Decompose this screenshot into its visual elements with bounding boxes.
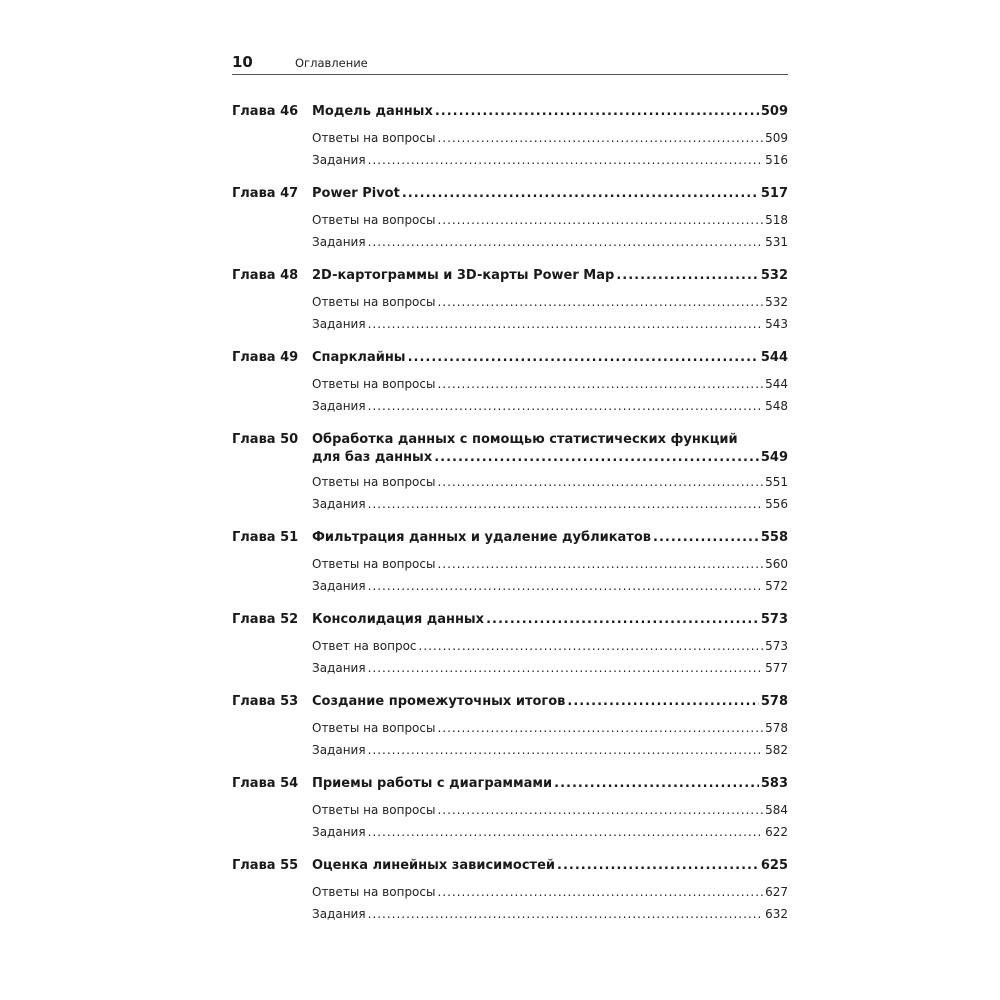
section-line <box>312 497 788 511</box>
section-title: Ответы на вопросы <box>312 213 436 227</box>
chapter-title-line <box>312 858 788 873</box>
dot-leader <box>437 475 763 489</box>
chapter-title: Спарклайны <box>312 350 406 365</box>
chapter-title-block <box>312 186 788 201</box>
section-page-number: 622 <box>765 825 788 839</box>
section-line <box>312 803 788 817</box>
chapter-page-number: 583 <box>760 776 788 791</box>
section-line <box>312 907 788 921</box>
section-title: Ответы на вопросы <box>312 557 436 571</box>
chapter-title-line <box>312 530 788 545</box>
section-page-number: 556 <box>765 497 788 511</box>
section-page-number: 627 <box>765 885 788 899</box>
toc-chapter <box>232 527 788 598</box>
dot-leader <box>368 907 764 921</box>
chapter-entry[interactable] <box>232 183 788 205</box>
dot-leader <box>567 694 758 709</box>
section-entry[interactable] <box>232 292 788 314</box>
toc-chapter <box>232 101 788 172</box>
chapter-title-line <box>312 694 788 709</box>
chapter-page-number: 509 <box>760 104 788 119</box>
dot-leader <box>437 377 763 391</box>
chapter-entry[interactable] <box>232 691 788 713</box>
section-list <box>232 205 788 254</box>
section-entry[interactable] <box>232 374 788 396</box>
chapter-title: 2D-картограммы и 3D-карты Power Map <box>312 268 615 283</box>
section-entry[interactable] <box>232 800 788 822</box>
section-title: Задания <box>312 317 366 331</box>
chapter-label: Глава 53 <box>232 694 299 709</box>
toc-chapter <box>232 265 788 336</box>
section-line <box>312 317 788 331</box>
chapter-title-block <box>312 350 788 365</box>
section-entry[interactable] <box>232 210 788 232</box>
chapter-label: Глава 50 <box>232 432 299 447</box>
section-entry[interactable] <box>232 882 788 904</box>
section-entry[interactable] <box>232 576 788 598</box>
section-title: Задания <box>312 235 366 249</box>
section-page-number: 573 <box>765 639 788 653</box>
chapter-title-line1: Обработка данных с помощью статистических функций <box>312 432 738 447</box>
section-entry[interactable] <box>232 494 788 516</box>
section-entry[interactable] <box>232 658 788 680</box>
chapter-title-line <box>312 612 788 627</box>
chapter-label: Глава 47 <box>232 186 299 201</box>
section-line <box>312 377 788 391</box>
chapter-title: Оценка линейных зависимостей <box>312 858 555 873</box>
section-entry[interactable] <box>232 554 788 576</box>
section-title: Ответы на вопросы <box>312 721 436 735</box>
dot-leader <box>368 579 764 593</box>
toc-chapter <box>232 347 788 418</box>
section-title: Задания <box>312 579 366 593</box>
dot-leader <box>368 317 764 331</box>
chapter-title-block <box>312 776 788 791</box>
section-page-number: 584 <box>765 803 788 817</box>
toc-chapter <box>232 609 788 680</box>
chapter-title-block <box>312 268 788 283</box>
section-title: Задания <box>312 825 366 839</box>
dot-leader <box>368 661 764 675</box>
section-list <box>232 549 788 598</box>
chapter-entry[interactable] <box>232 101 788 123</box>
chapter-page-number: 578 <box>760 694 788 709</box>
dot-leader <box>486 612 759 627</box>
dot-leader <box>437 131 763 145</box>
section-line <box>312 661 788 675</box>
chapter-entry[interactable] <box>232 429 788 467</box>
section-page-number: 572 <box>765 579 788 593</box>
chapter-label: Глава 49 <box>232 350 299 365</box>
section-entry[interactable] <box>232 128 788 150</box>
section-entry[interactable] <box>232 150 788 172</box>
section-page-number: 544 <box>765 377 788 391</box>
chapter-entry[interactable] <box>232 855 788 877</box>
section-title: Задания <box>312 153 366 167</box>
toc-chapter <box>232 773 788 844</box>
section-title: Ответы на вопросы <box>312 295 436 309</box>
section-title: Ответы на вопросы <box>312 885 436 899</box>
section-title: Задания <box>312 661 366 675</box>
dot-leader <box>402 186 759 201</box>
running-title: Оглавление <box>295 56 368 70</box>
section-page-number: 518 <box>765 213 788 227</box>
section-line <box>312 579 788 593</box>
section-line <box>312 475 788 489</box>
chapter-label: Глава 46 <box>232 104 299 119</box>
chapter-title-line <box>312 186 788 201</box>
chapter-title: для баз данных <box>312 450 433 465</box>
dot-leader <box>368 743 764 757</box>
chapter-title: Power Pivot <box>312 186 400 201</box>
section-page-number: 516 <box>765 153 788 167</box>
section-line <box>312 295 788 309</box>
section-title: Задания <box>312 743 366 757</box>
section-line <box>312 743 788 757</box>
chapter-entry[interactable] <box>232 773 788 795</box>
dot-leader <box>368 497 764 511</box>
section-line <box>312 557 788 571</box>
section-page-number: 543 <box>765 317 788 331</box>
section-title: Ответы на вопросы <box>312 377 436 391</box>
section-title: Ответ на вопрос <box>312 639 417 653</box>
chapter-page-number: 549 <box>760 450 788 465</box>
chapter-title-block <box>312 530 788 545</box>
section-list <box>232 287 788 336</box>
chapter-title-block <box>312 104 788 119</box>
chapter-label: Глава 54 <box>232 776 299 791</box>
chapter-title-line <box>312 776 788 791</box>
section-list <box>232 877 788 926</box>
toc-chapter <box>232 183 788 254</box>
section-list <box>232 795 788 844</box>
section-line <box>312 825 788 839</box>
dot-leader <box>554 776 759 791</box>
section-line <box>312 885 788 899</box>
dot-leader <box>437 557 763 571</box>
chapter-title: Модель данных <box>312 104 433 119</box>
chapter-title-block <box>312 858 788 873</box>
chapter-title: Приемы работы с диаграммами <box>312 776 553 791</box>
chapter-entry[interactable] <box>232 347 788 369</box>
section-page-number: 582 <box>765 743 788 757</box>
toc-chapter <box>232 691 788 762</box>
chapter-page-number: 573 <box>760 612 788 627</box>
chapter-title: Консолидация данных <box>312 612 485 627</box>
section-line <box>312 235 788 249</box>
section-page-number: 578 <box>765 721 788 735</box>
chapter-title-line <box>312 268 788 283</box>
section-page-number: 509 <box>765 131 788 145</box>
chapter-page-number: 558 <box>760 530 788 545</box>
chapter-page-number: 625 <box>760 858 788 873</box>
section-page-number: 532 <box>765 295 788 309</box>
dot-leader <box>419 639 764 653</box>
page-number: 10 <box>232 53 253 71</box>
section-line <box>312 639 788 653</box>
chapter-label: Глава 48 <box>232 268 299 283</box>
chapter-title-line <box>312 450 788 465</box>
section-title: Ответы на вопросы <box>312 131 436 145</box>
section-page-number: 632 <box>765 907 788 921</box>
table-of-contents <box>232 101 788 937</box>
section-entry[interactable] <box>232 472 788 494</box>
dot-leader <box>437 885 763 899</box>
dot-leader <box>437 721 763 735</box>
chapter-page-number: 544 <box>760 350 788 365</box>
dot-leader <box>368 235 764 249</box>
section-page-number: 560 <box>765 557 788 571</box>
section-list <box>232 123 788 172</box>
section-line <box>312 153 788 167</box>
section-line <box>312 721 788 735</box>
section-title: Ответы на вопросы <box>312 803 436 817</box>
section-entry[interactable] <box>232 314 788 336</box>
section-page-number: 551 <box>765 475 788 489</box>
dot-leader <box>616 268 759 283</box>
section-page-number: 531 <box>765 235 788 249</box>
dot-leader <box>435 104 759 119</box>
chapter-page-number: 517 <box>760 186 788 201</box>
section-list <box>232 467 788 516</box>
section-entry[interactable] <box>232 396 788 418</box>
chapter-title: Фильтрация данных и удаление дубликатов <box>312 530 651 545</box>
chapter-title-block <box>312 694 788 709</box>
section-line <box>312 213 788 227</box>
chapter-title-block <box>312 432 788 465</box>
chapter-label: Глава 55 <box>232 858 299 873</box>
dot-leader <box>437 295 763 309</box>
section-list <box>232 369 788 418</box>
section-title: Задания <box>312 907 366 921</box>
section-entry[interactable] <box>232 904 788 926</box>
chapter-page-number: 532 <box>760 268 788 283</box>
dot-leader <box>557 858 759 873</box>
chapter-title-line <box>312 350 788 365</box>
dot-leader <box>368 825 764 839</box>
section-page-number: 548 <box>765 399 788 413</box>
chapter-entry[interactable] <box>232 265 788 287</box>
chapter-title-block <box>312 612 788 627</box>
chapter-label: Глава 52 <box>232 612 299 627</box>
section-page-number: 577 <box>765 661 788 675</box>
toc-chapter <box>232 429 788 516</box>
section-line <box>312 131 788 145</box>
dot-leader <box>368 399 764 413</box>
section-entry[interactable] <box>232 822 788 844</box>
dot-leader <box>434 450 759 465</box>
section-list <box>232 713 788 762</box>
chapter-label: Глава 51 <box>232 530 299 545</box>
dot-leader <box>437 213 763 227</box>
dot-leader <box>408 350 759 365</box>
section-line <box>312 399 788 413</box>
dot-leader <box>653 530 759 545</box>
page-header <box>232 52 788 75</box>
section-entry[interactable] <box>232 740 788 762</box>
dot-leader <box>368 153 764 167</box>
chapter-entry[interactable] <box>232 527 788 549</box>
section-title: Ответы на вопросы <box>312 475 436 489</box>
chapter-title-line <box>312 104 788 119</box>
section-entry[interactable] <box>232 232 788 254</box>
chapter-entry[interactable] <box>232 609 788 631</box>
toc-chapter <box>232 855 788 926</box>
chapter-title: Создание промежуточных итогов <box>312 694 566 709</box>
section-title: Задания <box>312 399 366 413</box>
section-title: Задания <box>312 497 366 511</box>
dot-leader <box>437 803 763 817</box>
section-entry[interactable] <box>232 636 788 658</box>
section-entry[interactable] <box>232 718 788 740</box>
section-list <box>232 631 788 680</box>
